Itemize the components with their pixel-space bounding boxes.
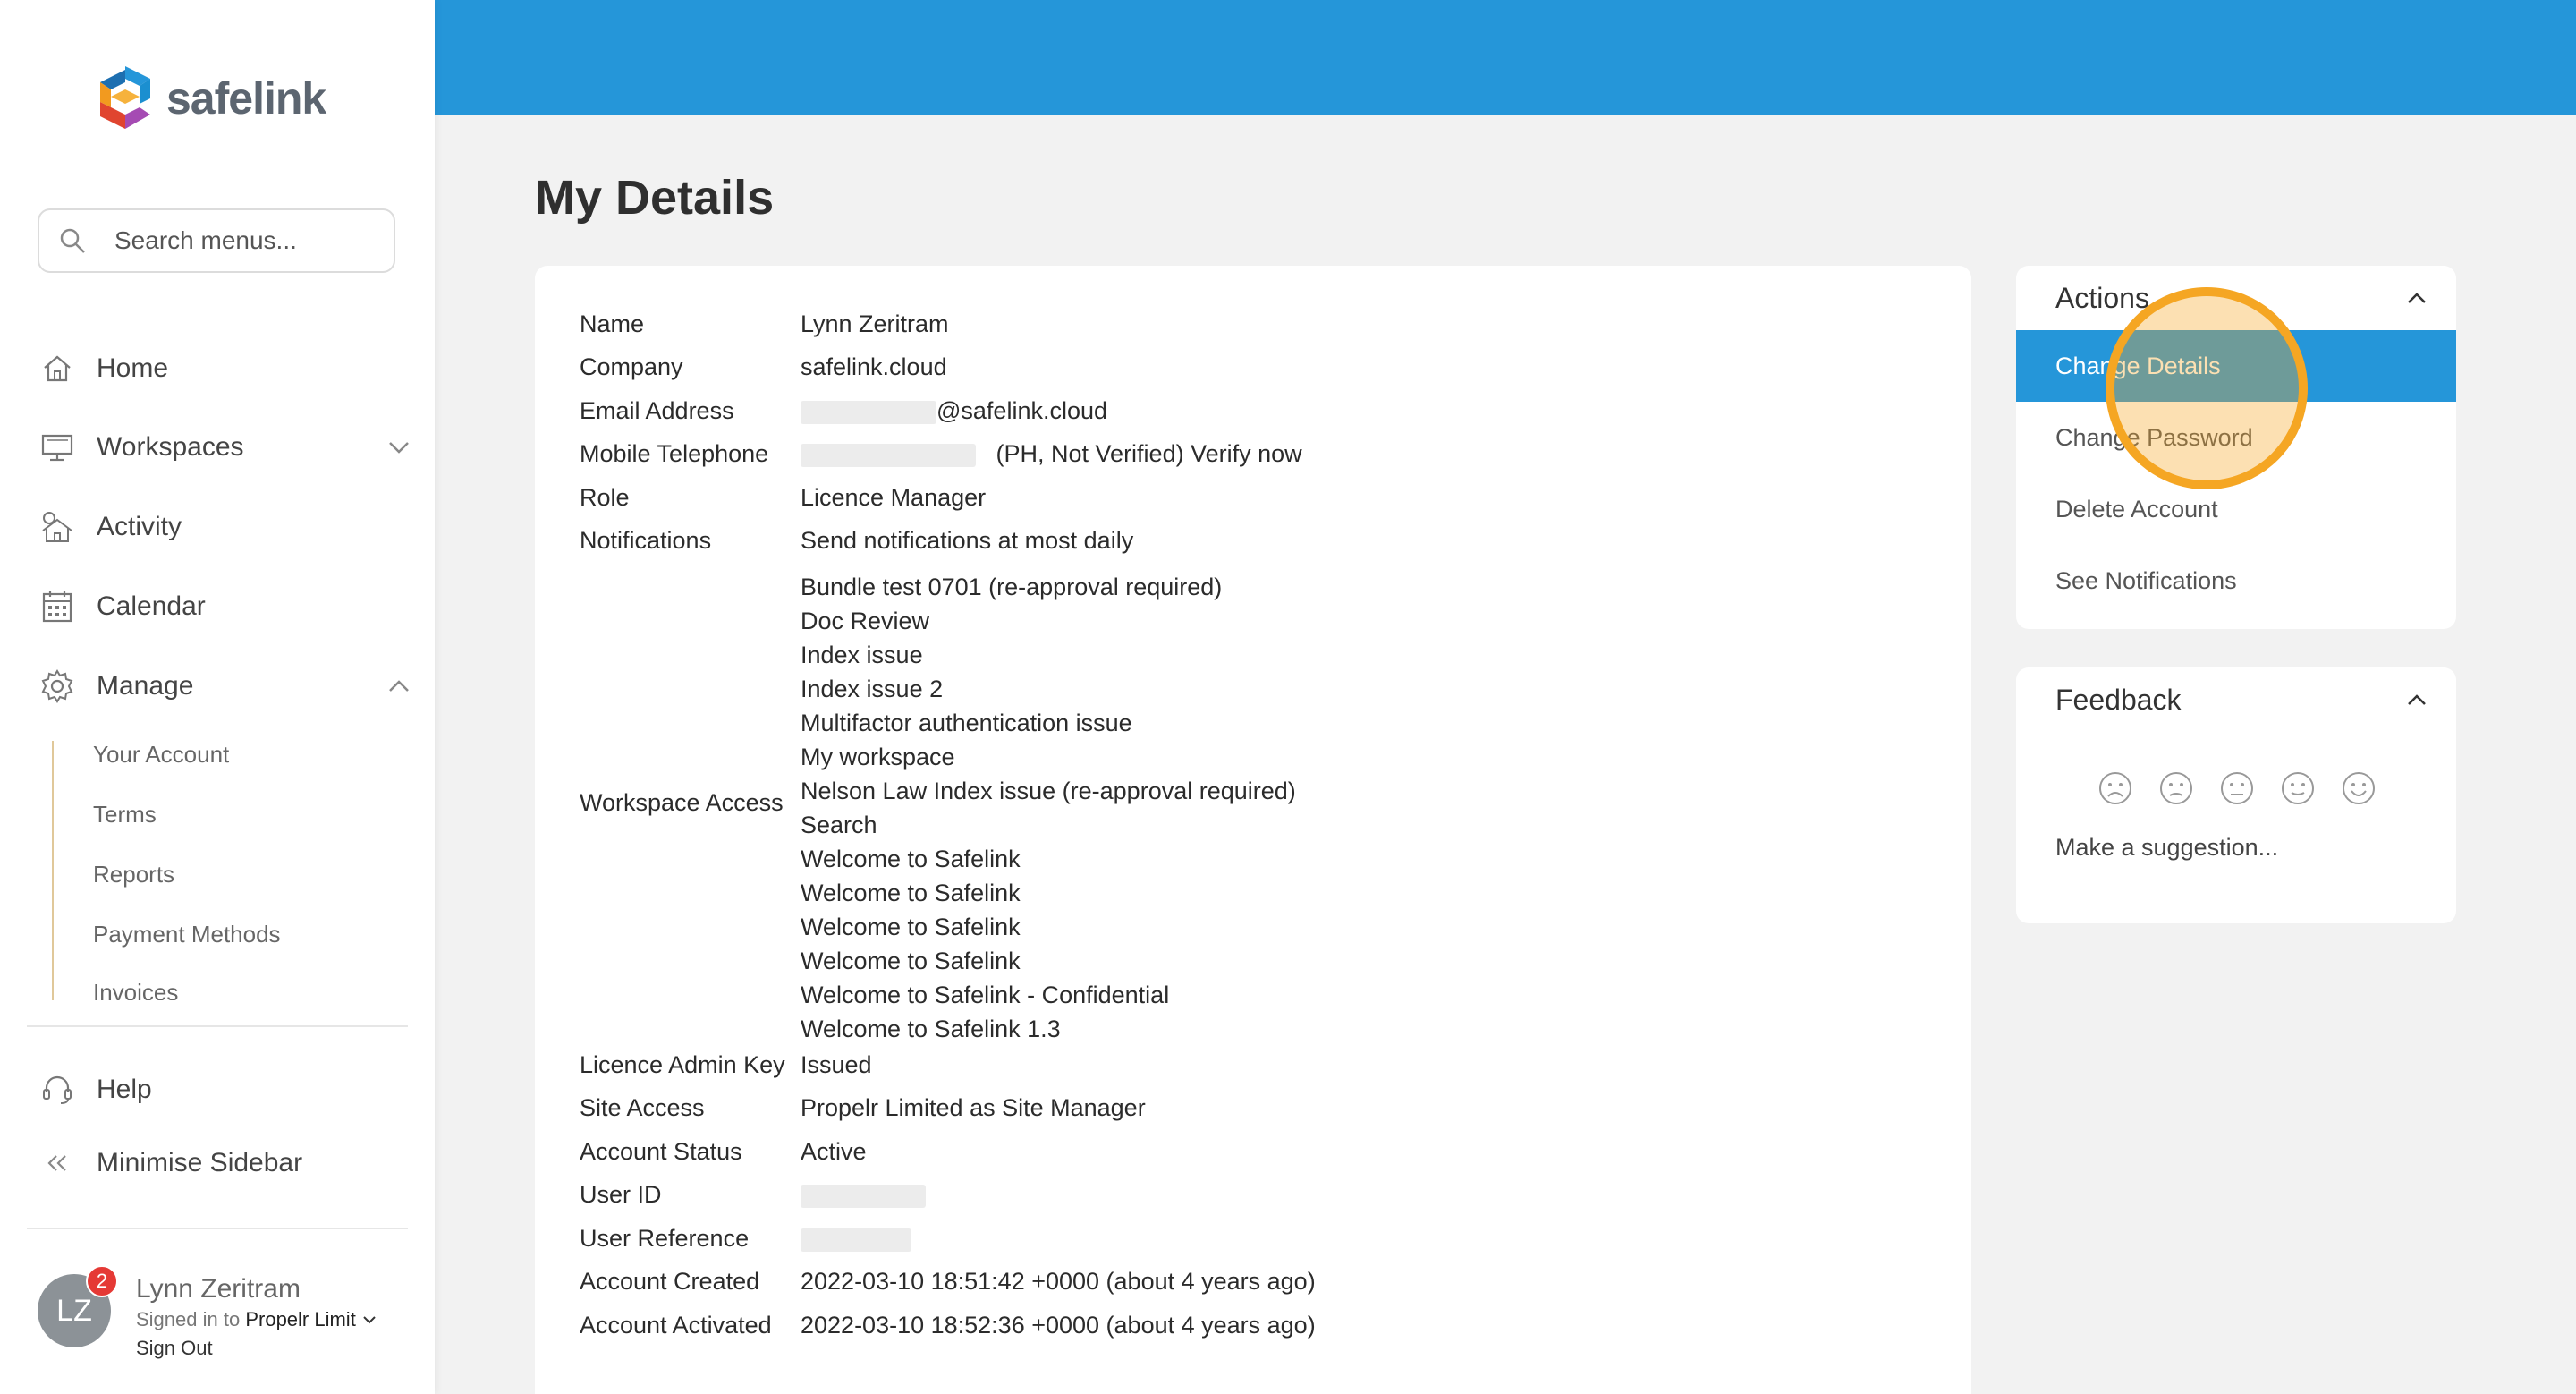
signed-in-label: Signed in to	[136, 1308, 241, 1330]
safelink-logo[interactable]	[93, 63, 326, 134]
sidebar-divider	[27, 1025, 408, 1027]
chevron-down-icon[interactable]	[361, 1313, 377, 1326]
email-value: @safelink.cloud	[936, 397, 1108, 424]
account-created-value: 2022-03-10 18:51:42 +0000 (about 4 years ago)	[801, 1268, 1316, 1295]
make-suggestion-link[interactable]: Make a suggestion...	[2055, 834, 2279, 861]
workspace-access-label: Workspace Access	[580, 789, 784, 816]
submenu-invoices[interactable]: Invoices	[93, 979, 179, 1000]
workspace-list	[801, 570, 1296, 1046]
notifications-value: Send notifications at most daily	[801, 527, 1134, 554]
admin-key-label: Licence Admin Key	[580, 1051, 785, 1078]
nav-calendar-label: Calendar	[97, 591, 206, 621]
nav-workspaces-label: Workspaces	[97, 432, 244, 462]
workspace-item: Bundle test 0701 (re-approval required)	[801, 574, 1223, 600]
account-status-value: Active	[801, 1138, 867, 1165]
happy-face-icon[interactable]	[2279, 769, 2317, 807]
search-input[interactable]	[114, 226, 383, 255]
sad-face-icon[interactable]	[2157, 769, 2195, 807]
monitor-icon	[38, 428, 77, 467]
account-status-label: Account Status	[580, 1138, 742, 1165]
feedback-title: Feedback	[2055, 683, 2182, 716]
neutral-face-icon[interactable]	[2218, 769, 2256, 807]
chevron-down-icon[interactable]	[385, 433, 413, 462]
email-value-row	[801, 397, 1107, 425]
company-value: safelink.cloud	[801, 353, 947, 380]
chevron-up-icon[interactable]	[385, 672, 413, 701]
admin-key-value: Issued	[801, 1051, 872, 1078]
home-icon	[38, 349, 77, 388]
chevron-up-icon[interactable]	[2404, 687, 2429, 712]
activity-icon	[38, 507, 77, 547]
nav-manage-label: Manage	[97, 671, 194, 701]
actions-panel	[2016, 266, 2456, 629]
notifications-label: Notifications	[580, 527, 712, 554]
nav-minimise-label: Minimise Sidebar	[97, 1148, 303, 1177]
site-selector[interactable]: Propelr Limit	[245, 1308, 356, 1330]
company-label: Company	[580, 353, 683, 380]
nav-calendar[interactable]	[38, 580, 413, 633]
redacted-phone	[801, 444, 976, 467]
user-id-label: User ID	[580, 1181, 662, 1208]
signed-in-line	[136, 1308, 377, 1331]
submenu-payment-methods[interactable]: Payment Methods	[93, 921, 281, 948]
sign-out-link[interactable]: Sign Out	[136, 1337, 213, 1359]
workspace-item: Doc Review	[801, 608, 930, 634]
nav-home[interactable]	[38, 342, 413, 395]
sidebar-divider-bottom	[27, 1228, 408, 1229]
nav-activity-label: Activity	[97, 512, 182, 541]
workspace-item: Welcome to Safelink 1.3	[801, 1016, 1061, 1042]
search-icon	[57, 225, 88, 256]
actions-title: Actions	[2055, 281, 2149, 314]
workspace-item: Welcome to Safelink	[801, 846, 1021, 872]
user-reference-label: User Reference	[580, 1225, 750, 1252]
change-details-button[interactable]: Change Details	[2016, 330, 2456, 402]
account-created-label: Account Created	[580, 1268, 760, 1295]
redacted-user-reference	[801, 1228, 911, 1252]
user-reference-value	[801, 1225, 911, 1253]
workspace-item: Welcome to Safelink	[801, 880, 1021, 906]
help-headset-icon	[38, 1070, 77, 1109]
gear-icon	[38, 667, 77, 706]
workspace-item: Welcome to Safelink	[801, 914, 1021, 940]
sidebar	[0, 0, 435, 1394]
mobile-value-row	[801, 440, 1302, 468]
feedback-header[interactable]	[2016, 667, 2456, 732]
delete-account-button[interactable]: Delete Account	[2055, 495, 2218, 523]
very-sad-face-icon[interactable]	[2097, 769, 2134, 807]
nav-manage[interactable]	[38, 659, 413, 713]
role-value: Licence Manager	[801, 484, 987, 511]
submenu-your-account[interactable]: Your Account	[93, 741, 230, 768]
workspace-item: Index issue	[801, 642, 923, 668]
redacted-user-id	[801, 1185, 926, 1208]
nav-activity[interactable]	[38, 500, 413, 554]
page-title: My Details	[535, 171, 775, 225]
mobile-label: Mobile Telephone	[580, 440, 769, 467]
nav-minimise-sidebar[interactable]	[38, 1136, 413, 1190]
submenu-reports[interactable]: Reports	[93, 861, 175, 888]
nav-workspaces[interactable]	[38, 421, 413, 474]
feedback-panel	[2016, 667, 2456, 923]
workspace-item: Nelson Law Index issue (re-approval required)	[801, 778, 1296, 804]
workspace-item: Index issue 2	[801, 676, 944, 702]
nav-help-label: Help	[97, 1075, 152, 1104]
workspace-item: My workspace	[801, 744, 955, 770]
role-label: Role	[580, 484, 630, 511]
mobile-value[interactable]: (PH, Not Verified) Verify now	[996, 440, 1302, 467]
safelink-logo-icon	[93, 63, 157, 134]
nav-home-label: Home	[97, 353, 169, 383]
name-value: Lynn Zeritram	[801, 310, 949, 337]
search-box[interactable]	[38, 208, 395, 273]
very-happy-face-icon[interactable]	[2340, 769, 2377, 807]
workspace-item: Welcome to Safelink - Confidential	[801, 982, 1170, 1008]
notification-badge: 2	[86, 1265, 118, 1297]
change-password-button[interactable]: Change Password	[2055, 423, 2253, 451]
see-notifications-button[interactable]: See Notifications	[2055, 566, 2237, 594]
email-label: Email Address	[580, 397, 734, 424]
avatar[interactable]: LZ	[38, 1274, 111, 1347]
chevron-up-icon[interactable]	[2404, 285, 2429, 310]
workspace-item: Multifactor authentication issue	[801, 710, 1132, 736]
details-card	[535, 266, 1971, 1394]
calendar-icon	[38, 587, 77, 626]
rating-faces	[2016, 769, 2456, 807]
redacted-email	[801, 401, 936, 424]
workspace-item: Welcome to Safelink	[801, 948, 1021, 974]
submenu-terms[interactable]: Terms	[93, 801, 157, 828]
user-name: Lynn Zeritram	[136, 1274, 301, 1304]
nav-help[interactable]	[38, 1063, 413, 1117]
site-access-label: Site Access	[580, 1094, 705, 1121]
account-activated-value: 2022-03-10 18:52:36 +0000 (about 4 years ago)	[801, 1312, 1316, 1339]
double-chevron-left-icon	[38, 1143, 77, 1183]
workspace-item: Search	[801, 812, 877, 838]
brand-name: safelink	[166, 73, 326, 123]
name-label: Name	[580, 310, 645, 337]
actions-header[interactable]	[2016, 266, 2456, 330]
submenu-line	[52, 741, 54, 1000]
site-access-value: Propelr Limited as Site Manager	[801, 1094, 1146, 1121]
top-bar	[435, 0, 2576, 115]
user-id-value	[801, 1181, 926, 1209]
account-activated-label: Account Activated	[580, 1312, 772, 1339]
